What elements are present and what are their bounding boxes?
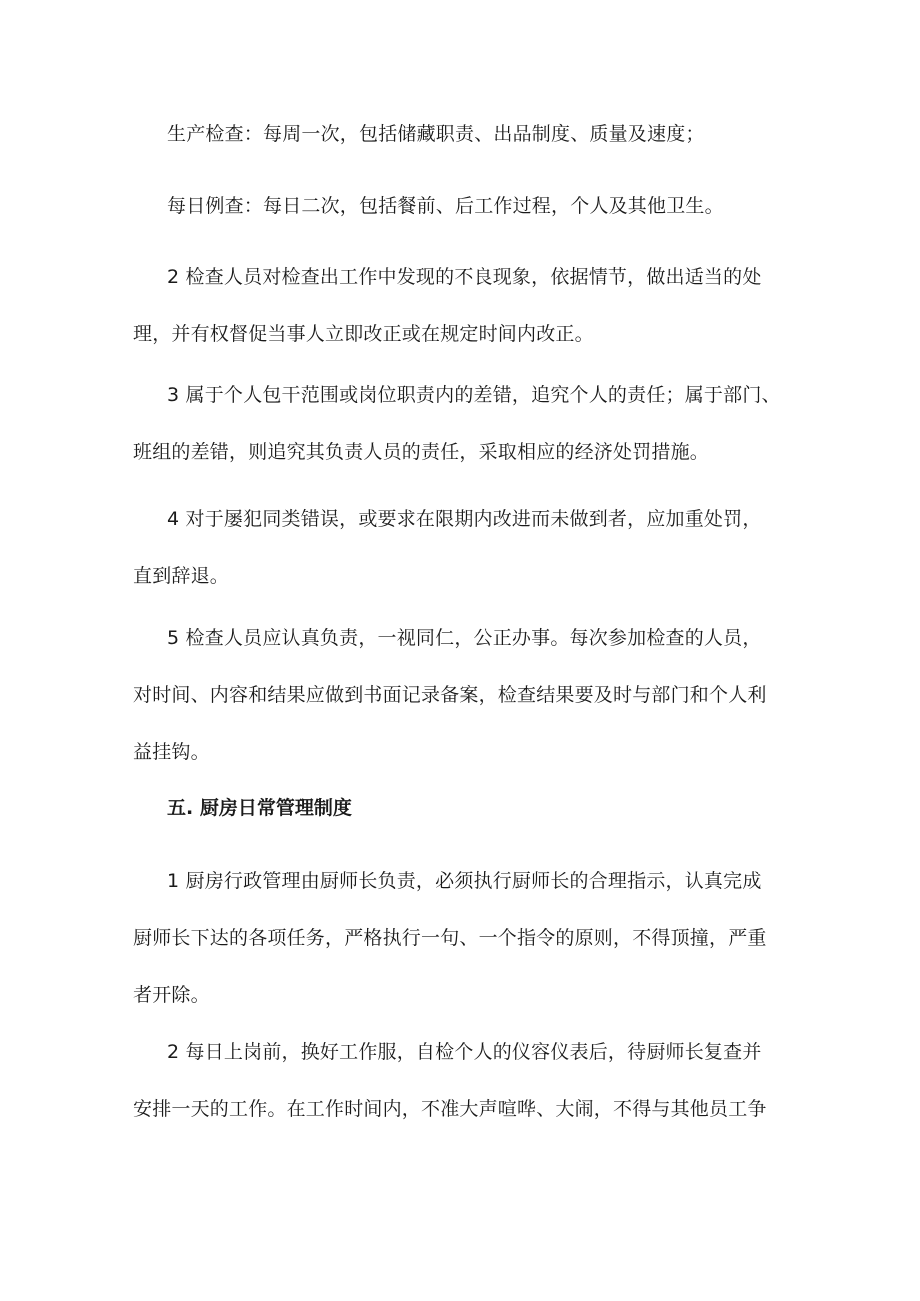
paragraph-production-check xyxy=(133,106,813,163)
paragraph-item-5 xyxy=(133,610,813,781)
paragraph-line: 班组的差错，则追究其负责人员的责任，采取相应的经济处罚措施。 xyxy=(133,441,710,463)
paragraph-line: 对时间、内容和结果应做到书面记录备案，检查结果要及时与部门和个人利 xyxy=(133,684,767,706)
paragraph-line: 者开除。 xyxy=(133,984,210,1006)
paragraph-line: 4 对于屡犯同类错误，或要求在限期内改进而未做到者，应加重处罚， xyxy=(167,508,762,530)
paragraph-item-3 xyxy=(133,367,813,481)
paragraph-line: 益挂钩。 xyxy=(133,741,210,763)
paragraph-item-2 xyxy=(133,249,813,363)
section-paragraph-2 xyxy=(133,1024,813,1138)
paragraph-item-4 xyxy=(133,491,813,605)
paragraph-line: 安排一天的工作。在工作时间内，不准大声喧哗、大闹，不得与其他员工争 xyxy=(133,1098,767,1120)
paragraph-line: 2 检查人员对检查出工作中发现的不良现象，依据情节，做出适当的处 xyxy=(167,266,762,288)
paragraph-line: 每日例查：每日二次，包括餐前、后工作过程，个人及其他卫生。 xyxy=(167,195,724,217)
paragraph-line: 厨师长下达的各项任务，严格执行一句、一个指令的原则，不得顶撞，严重 xyxy=(133,927,767,949)
paragraph-line: 3 属于个人包干范围或岗位职责内的差错，追究个人的责任；属于部门、 xyxy=(167,384,781,406)
section-paragraph-1 xyxy=(133,853,813,1024)
paragraph-line: 1 厨房行政管理由厨师长负责，必须执行厨师长的合理指示，认真完成 xyxy=(167,870,762,892)
paragraph-line: 生产检查：每周一次，包括储藏职责、出品制度、质量及速度； xyxy=(167,123,705,145)
paragraph-line: 直到辞退。 xyxy=(133,565,230,587)
paragraph-daily-check xyxy=(133,178,813,235)
paragraph-line: 理，并有权督促当事人立即改正或在规定时间内改正。 xyxy=(133,323,594,345)
paragraph-line: 5 检查人员应认真负责，一视同仁，公正办事。每次参加检查的人员， xyxy=(167,627,762,649)
paragraph-line: 2 每日上岗前，换好工作服，自检个人的仪容仪表后，待厨师长复查并 xyxy=(167,1041,762,1063)
section-heading: 五. 厨房日常管理制度 xyxy=(167,797,352,819)
